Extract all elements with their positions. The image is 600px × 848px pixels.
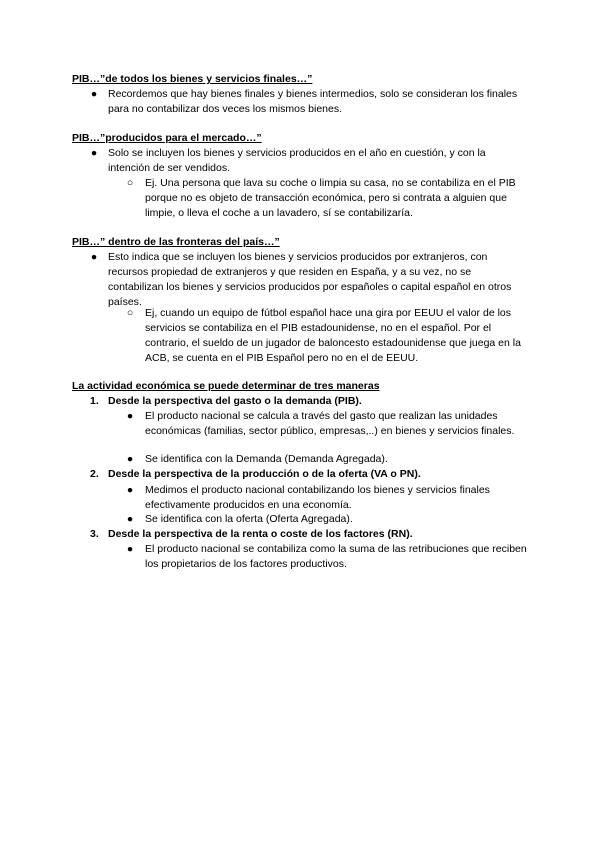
bullet-marker: ● bbox=[90, 88, 98, 100]
item-title-gasto: Desde la perspectiva del gasto o la demanda (PIB). bbox=[108, 395, 362, 407]
section-heading-actividad: La actividad económica se puede determinar de tres maneras bbox=[72, 380, 380, 392]
sub-bullet-marker: ○ bbox=[126, 307, 134, 319]
bullet-marker: ● bbox=[126, 513, 134, 525]
item-title-renta: Desde la perspectiva de la renta o coste de los factores (RN). bbox=[108, 528, 413, 540]
item-title-produccion: Desde la perspectiva de la producción o de la oferta (VA o PN). bbox=[108, 468, 421, 480]
bullet-marker: ● bbox=[90, 147, 98, 159]
bullet-marker: ● bbox=[126, 543, 134, 555]
sub-bullet-text-fronteras: Ej, cuando un equipo de fútbol español hace una gira por EEUU el valor de los servicios se contabiliza en el PIB estadounidense, no en el español. Por el contrario, el sueldo de un jugador de baloncesto estadounidense que juega en la ACB, se cuenta en el PIB Español pero no en el de EEUU. bbox=[145, 307, 521, 364]
bullet-text-produccion: Medimos el producto nacional contabilizando los bienes y servicios finales efectivamente producidos en una economía. bbox=[145, 484, 490, 511]
section-heading-mercado: PIB…”producidos para el mercado…” bbox=[72, 132, 262, 144]
bullet-text-fronteras: Esto indica que se incluyen los bienes y servicios producidos por extranjeros, con recursos propiedad de extranjeros y que residen en España, y a su vez, no se contabilizan los bienes y servicios producidos por españoles o capital español en otros países. bbox=[108, 251, 512, 308]
bullet-text-oferta: Se identifica con la oferta (Oferta Agregada). bbox=[145, 513, 353, 525]
bullet-text-demanda: Se identifica con la Demanda (Demanda Agregada). bbox=[145, 453, 388, 465]
bullet-text-finales: Recordemos que hay bienes finales y bienes intermedios, solo se consideran los finales para no contabilizar dos veces los mismos bienes. bbox=[108, 88, 518, 115]
item-number: 2. bbox=[90, 468, 99, 480]
bullet-marker: ● bbox=[90, 251, 98, 263]
bullet-marker: ● bbox=[126, 484, 134, 496]
section-heading-finales: PIB…”de todos los bienes y servicios finales…” bbox=[72, 73, 313, 85]
sub-bullet-marker: ○ bbox=[126, 177, 134, 189]
bullet-text-mercado: Solo se incluyen los bienes y servicios producidos en el año en cuestión, y con la intención de ser vendidos. bbox=[108, 147, 486, 174]
sub-bullet-text-mercado: Ej. Una persona que lava su coche o limpia su casa, no se contabiliza en el PIB porque no es objeto de transacción económica, pero si contrata a alguien que limpie, o lleva el coche a un lavadero, sí se contabilizaría. bbox=[145, 177, 516, 219]
bullet-text-gasto: El producto nacional se calcula a través del gasto que realizan las unidades económicas (familias, sector público, empresas,..) en bienes y servicios finales. bbox=[145, 410, 515, 437]
item-number: 3. bbox=[90, 528, 99, 540]
bullet-marker: ● bbox=[126, 410, 134, 422]
bullet-text-renta: El producto nacional se contabiliza como la suma de las retribuciones que reciben los propietarios de los factores productivos. bbox=[145, 543, 527, 570]
item-number: 1. bbox=[90, 395, 99, 407]
bullet-marker: ● bbox=[126, 453, 134, 465]
section-heading-fronteras: PIB…” dentro de las fronteras del país…” bbox=[72, 236, 280, 248]
